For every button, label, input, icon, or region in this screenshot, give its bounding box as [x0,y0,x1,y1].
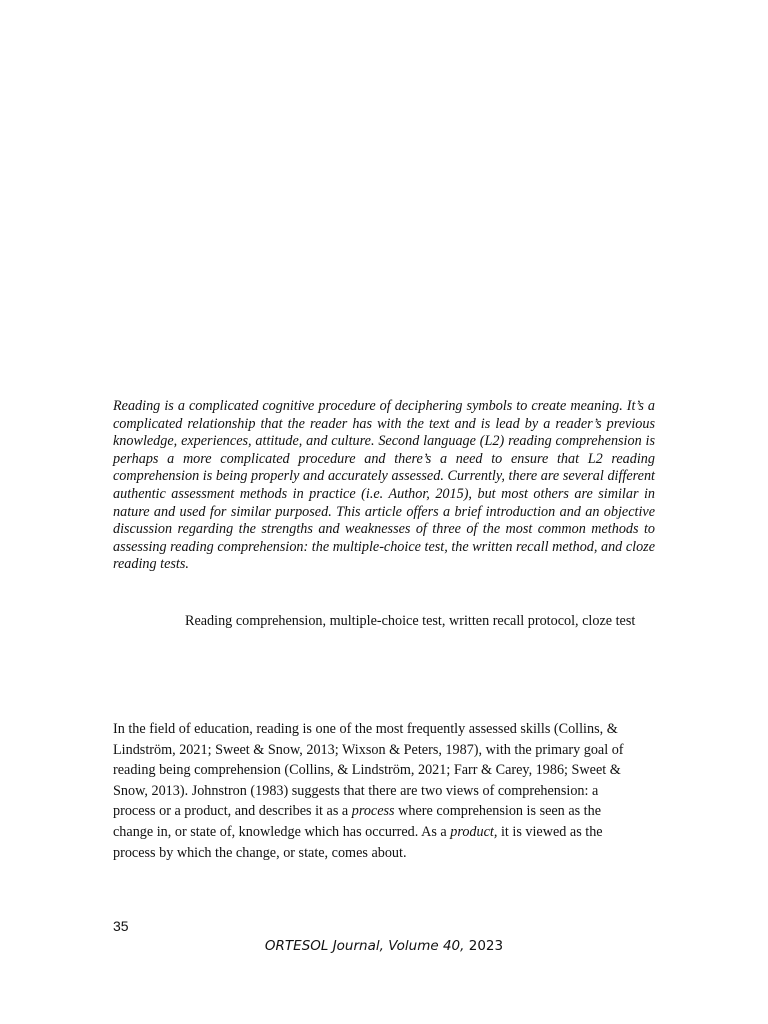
intro-emphasis-product: product, [450,823,498,840]
journal-name: ORTESOL Journal, Volume 40, [264,938,465,954]
keywords-line [113,612,653,631]
journal-year: 2023 [464,938,504,954]
keywords-text: Reading comprehension, multiple-choice test, written recall protocol, cloze test [185,613,636,629]
journal-footer [0,938,768,954]
abstract-paragraph: Reading is a complicated cognitive procedure of deciphering symbols to create meaning. It’s a complicated relationship that the reader has with the text and is lead by a reader’s previous knowledge, experiences, attitude, and culture. Second language (L2) reading comprehension is perhaps a more complicated procedure and there’s a need to ensure that L2 reading comprehension is being properly and accurately assessed. Currently, there are several different authentic assessment methods in practice (i.e. Author, 2015), but most others are similar in nature and used for similar purposed. This article offers a brief introduction and an objective discussion regarding the strengths and weaknesses of three of the most common methods to assessing reading comprehension: the multiple-choice test, the written recall method, and cloze reading tests. [113,398,655,573]
intro-text-part1: In the field of education, reading is one of the most frequently assessed skills (Collins, & Lindström, 2021; Sweet & Snow, 2013; Wixson & Peters, 1987), with the primary goal of reading being comprehension (Collins, & Lindström, 2021; Farr & Carey, 1986; Sweet & Snow, 2013). Johnstron (1983) suggests that there are two views of comprehension: a process or a product, and describes it as a [113,721,624,820]
page-number: 35 [113,918,129,934]
intro-text-part2: where comprehension is seen as the change in, or state of, knowledge which has occurred. As a [113,803,602,840]
introduction-paragraph [113,719,643,863]
intro-emphasis-process: process [351,803,395,820]
intro-text-part3: it is viewed as the process by which the change, or state, comes about. [113,823,603,861]
